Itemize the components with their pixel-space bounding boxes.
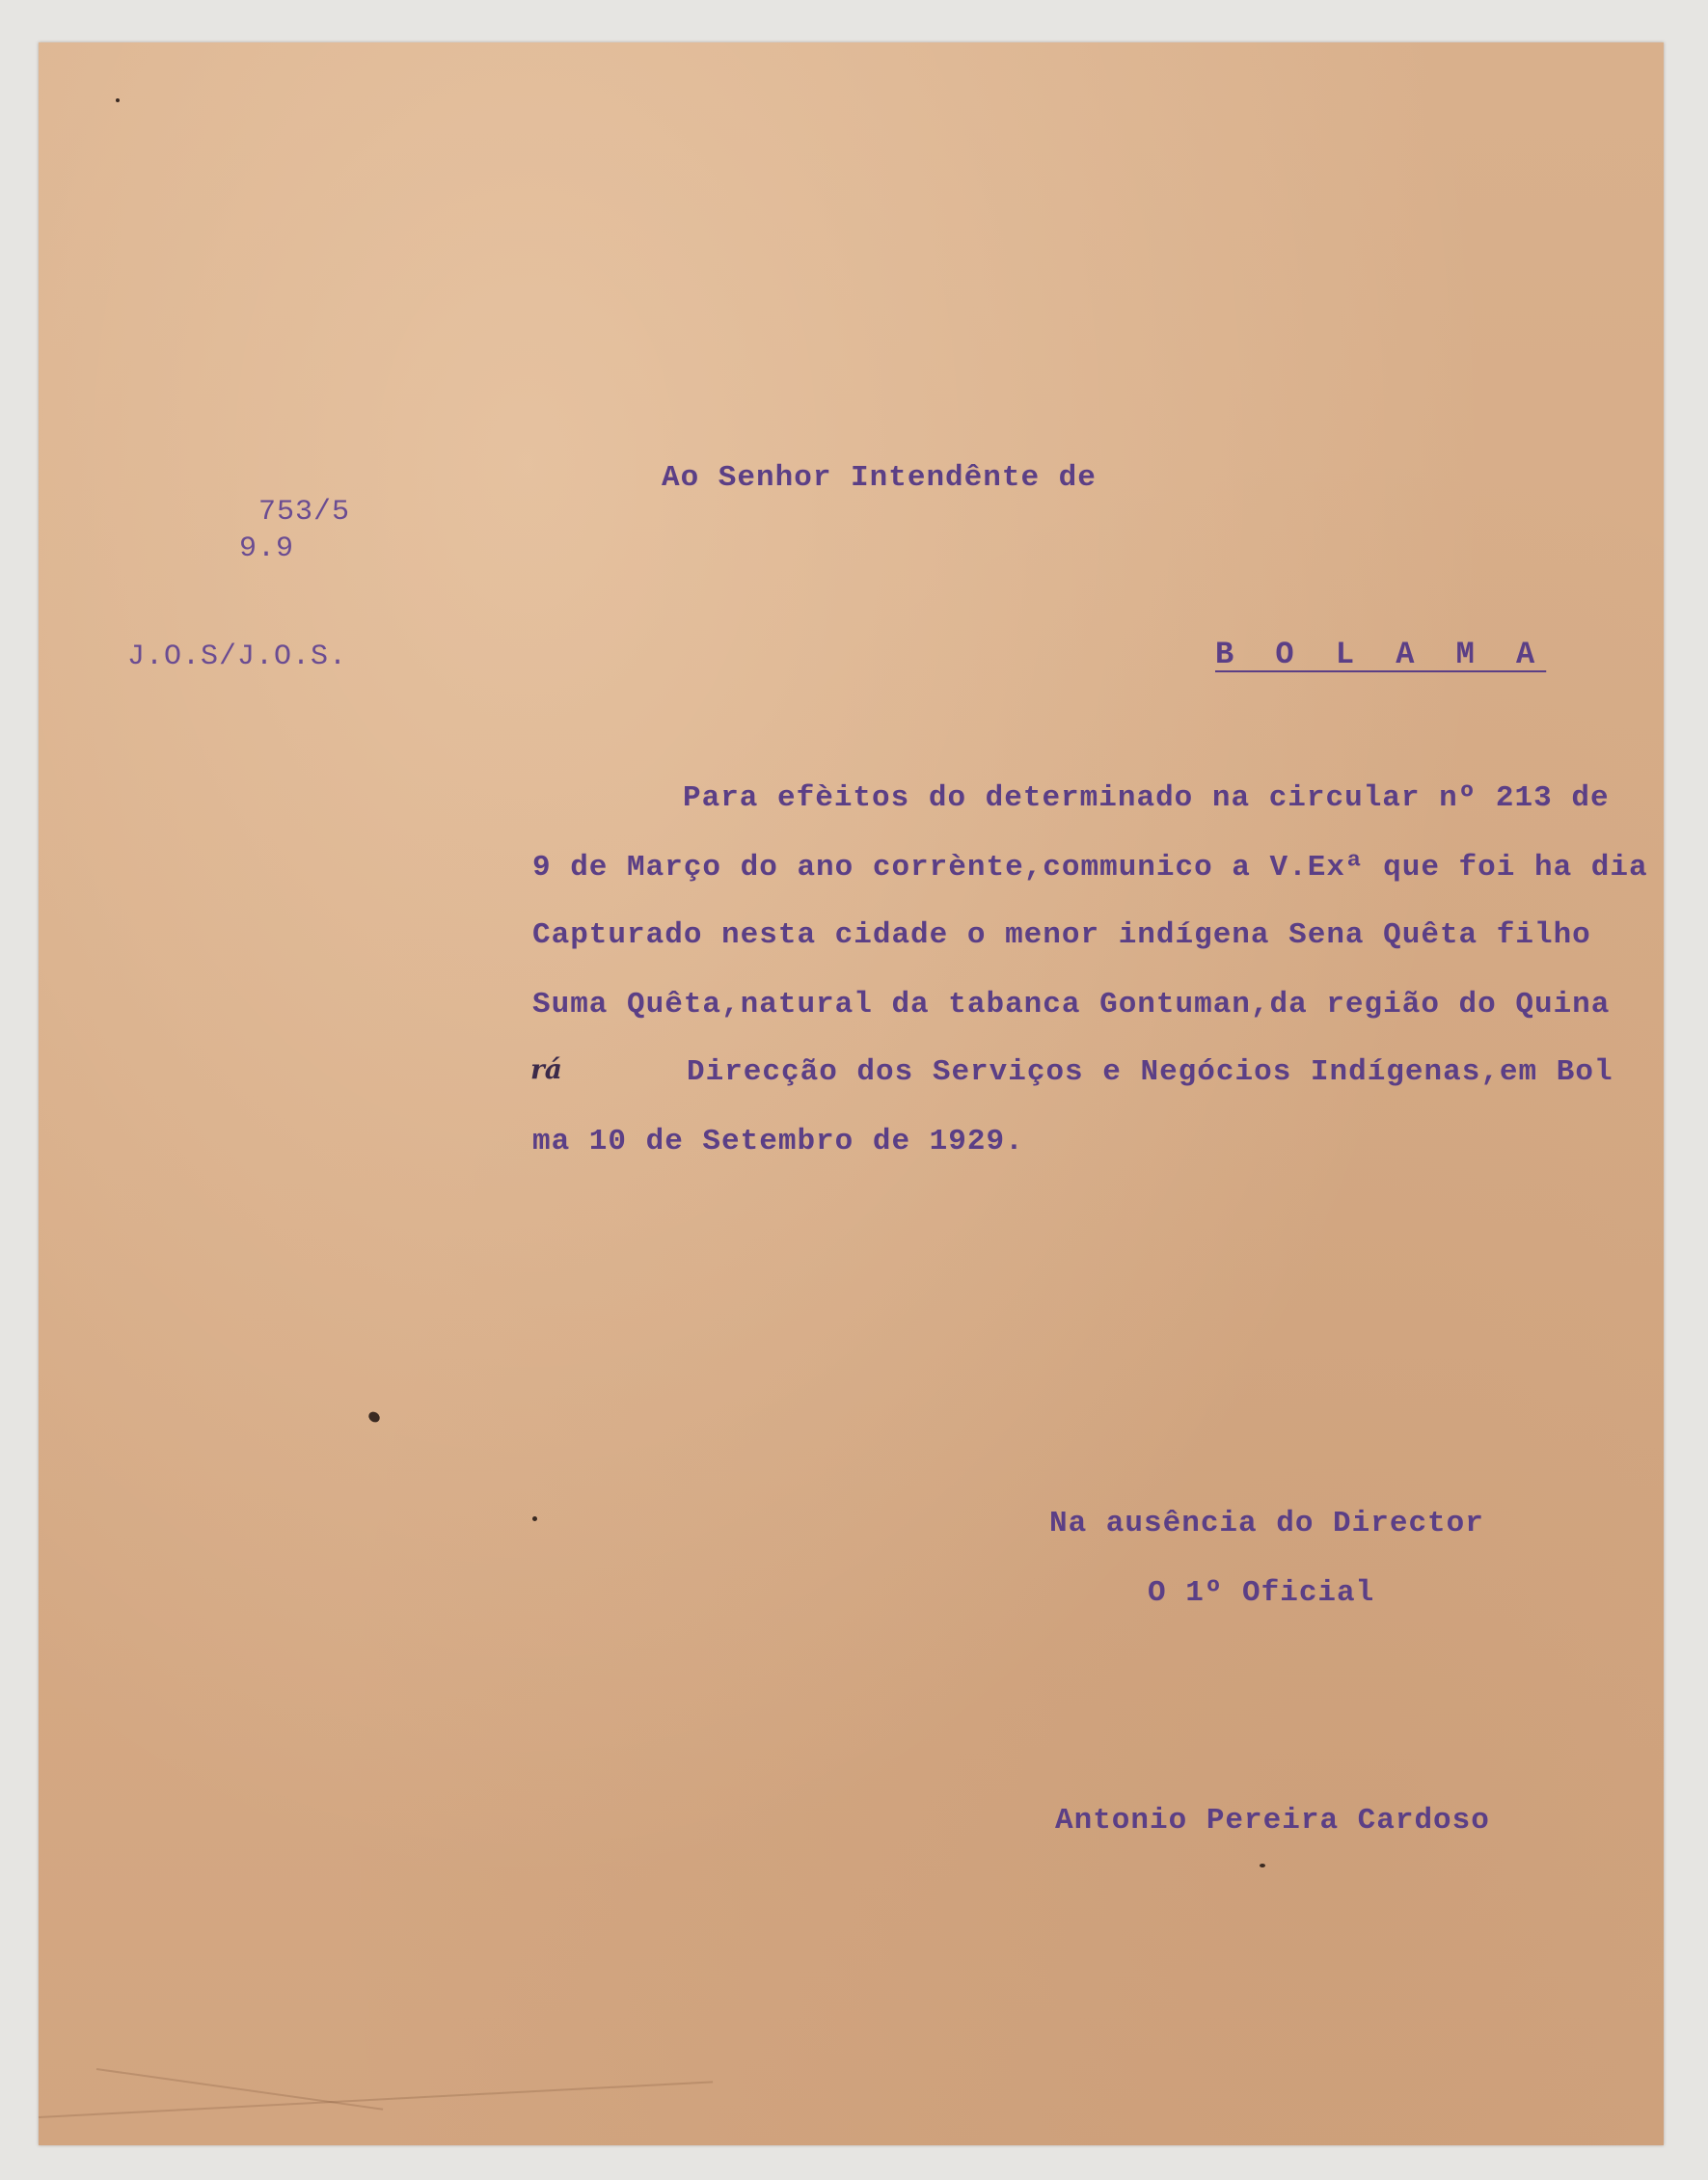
ink-speck xyxy=(1260,1864,1265,1867)
body-line-6: ma 10 de Setembro de 1929. xyxy=(532,1125,1024,1158)
paper-sheet xyxy=(39,42,1664,2145)
paper-crease xyxy=(96,2068,383,2111)
body-line-2: 9 de Março do ano corrènte,communico a V.Exª que foi ha dia xyxy=(532,851,1648,885)
paper-crease xyxy=(39,2081,713,2118)
signatory-name: Antonio Pereira Cardoso xyxy=(1055,1804,1490,1838)
ink-speck xyxy=(366,1409,382,1424)
signature-line-2: O 1º Oficial xyxy=(1148,1576,1375,1610)
handwritten-insert: rá xyxy=(530,1053,562,1085)
reference-number: 753/5 xyxy=(258,496,351,529)
addressee-line: Ao Senhor Intendênte de xyxy=(662,461,1097,495)
body-line-3: Capturado nesta cidade o menor indígena Sena Quêta filho xyxy=(532,918,1591,952)
ink-speck xyxy=(532,1516,537,1521)
reference-date: 9.9 xyxy=(239,532,295,565)
signature-line-1: Na ausência do Director xyxy=(1049,1507,1484,1540)
body-line-1: Para efèitos do determinado na circular nº 213 de xyxy=(683,781,1610,815)
sender-initials: J.O.S/J.O.S. xyxy=(127,640,348,673)
addressee-place: B O L A M A xyxy=(1215,637,1547,672)
ink-speck xyxy=(116,98,120,102)
body-line-5: Direcção dos Serviços e Negócios Indígenas,em Bol xyxy=(687,1055,1613,1089)
body-line-4: Suma Quêta,natural da tabanca Gontuman,da região do Quina xyxy=(532,988,1611,1022)
